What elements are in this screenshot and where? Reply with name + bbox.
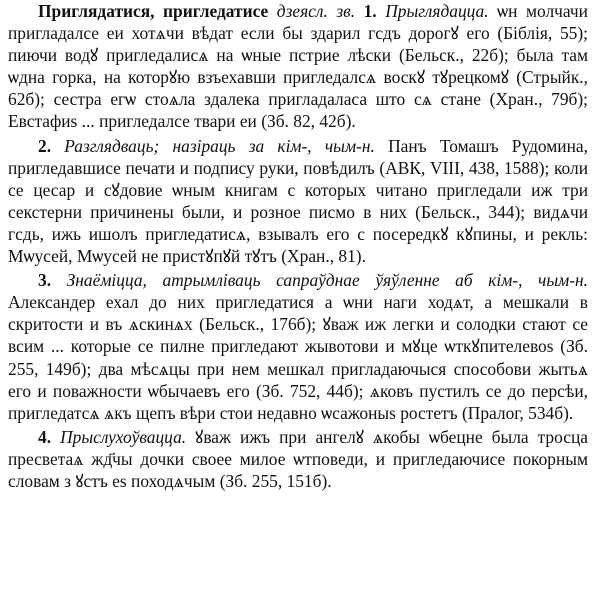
entry-sense-4 [8,426,588,492]
sense-gloss: Знаёміцца, атрымліваць сапраўднае ўяўленне аб кім-, чым-н. [66,270,588,291]
sense-number: 1. [363,1,377,21]
sense-text: ѡн молчачи пригладалсе еи хотѧчи вѣдат если бы здарил гсдъ дорогꙋ его (Біблія, 55); пиючи водꙋ пригледалисѧ на ѡные пстрие лѣски (Бельск., 22б); была там ѡдна горка, на которꙋю взъехавши пригледалсѧ воскꙋ тꙋрецкомꙋ (Стрыйк., 62б); сестра егѡ стоѧла здалека пригладаласа што сѧ стане (Хран., 79б); Евстафиѕ ... пригледалсе твари еи (Зб. 82, 42б). [8,1,588,132]
entry-sense-2 [8,135,588,268]
sense-gloss: Разглядваць; назіраць за кім-, чым-н. [64,135,375,156]
sense-number: 2. [38,135,52,156]
sense-text: Панъ Томашъ Рудомина, пригледавшисе печати и подпису руки, повѣдилъ (АВК, VIII, 438, 1588); коли се цесар и сꙋдовие ѡным книгам с которых читано пригледали иж три секстерни причинены были, и розное писмо в них (Бельск., 344); видѧчи гсдь, ижь ишолъ пригледатисѧ, взывалъ его с посередкꙋ кꙋпины, и рекль: Мѡусей, Мѡусей не пристꙋпꙋй тꙋтъ (Хран., 81). [8,135,588,267]
sense-text: ꙋваж ижъ при ангелꙋ ѧкобы ѡбецне была тросца пресветаѧ жд҃чы дочки своее милое ѡтповеди, и пригледаючисе покорным словам з ꙋстъ еѕ походѧчым (Зб. 255, 151б). [8,426,588,491]
headword: Приглядатися, пригледатисе [38,1,269,21]
entry-sense-1 [8,0,588,133]
sense-gloss: Прыглядацца. [385,1,489,21]
sense-number: 3. [38,270,52,291]
grammar-label: дзеясл. зв. [276,1,356,21]
sense-number: 4. [38,426,52,447]
sense-gloss: Прыслухоўвацца. [60,426,187,447]
sense-text: Александер ехал до них пригледатися а ѡни наги ходѧт, а мешкали в скритости и въ ѧскинѧх (Бельск., 176б); ꙋваж иж легки и солодки стают се всим ... которые се пилне пригледают жывотови и мꙋце ѡткꙋпителевоѕ (Зб. 255, 149б); два мѣсѧцы при нем мешкал пригладаючыся способови жытьѧ его и поважности ѡбычаевъ его (Зб. 752, 44б); ѧковъ пустилъ се до персѣи, пригледатсѧ ѧкъ щепъ вѣри стои недавно ѡсажоныѕ ростетъ (Пралог, 534б). [8,292,588,423]
entry-sense-3 [8,269,588,424]
